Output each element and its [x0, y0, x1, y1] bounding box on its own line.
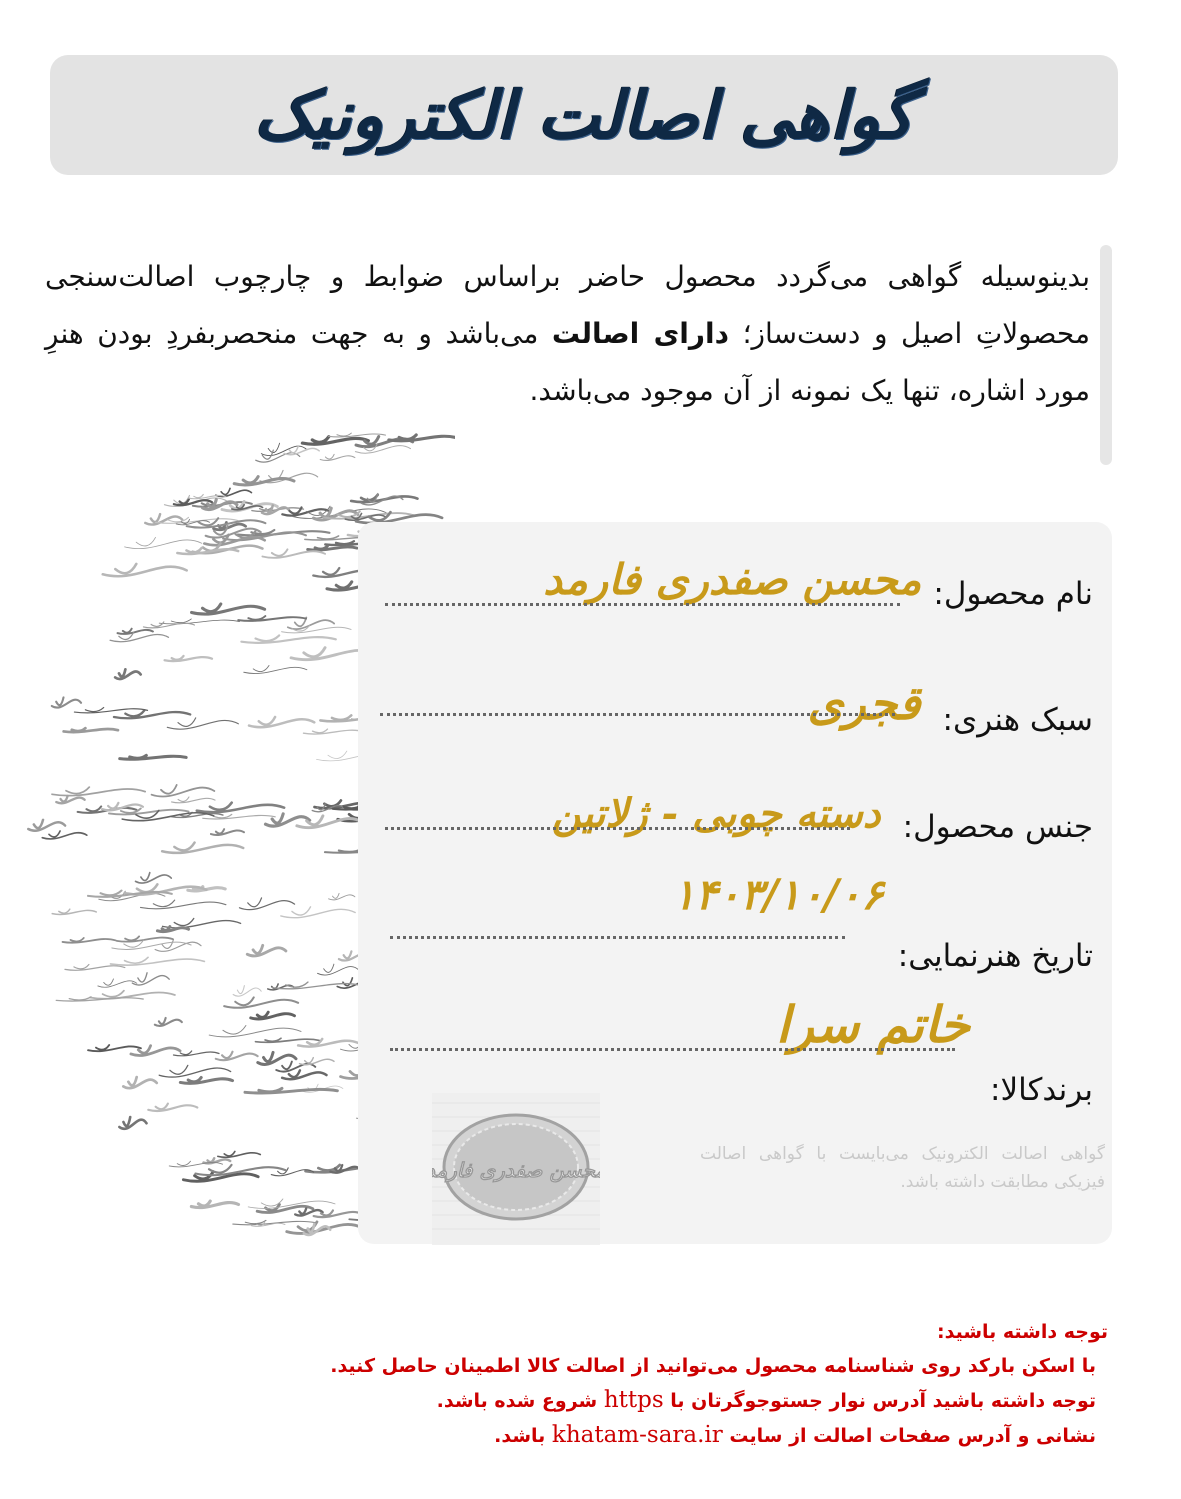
calligraphy-stroke: [262, 549, 325, 558]
brand-label: برندکالا:: [990, 1072, 1093, 1108]
calligraphy-stroke: [52, 909, 96, 914]
calligraphy-stroke: [249, 717, 314, 727]
calligraphy-stroke: [88, 1045, 141, 1051]
art-style-dots: [380, 713, 895, 716]
calligraphy-stroke: [281, 907, 355, 918]
certificate-header: [50, 55, 1118, 175]
calligraphy-stroke: [163, 918, 241, 927]
calligraphy-stroke: [234, 477, 294, 485]
notice-line-2-pre: توجه داشته باشید آدرس نوار جستوجوگرتان با: [663, 1390, 1096, 1412]
field-product-name: [543, 555, 1093, 612]
calligraphy-stroke: [141, 900, 226, 909]
material-dots: [385, 827, 850, 830]
date-value: ۱۴۰۳/۱۰/۰۶: [672, 870, 884, 919]
notice-box: [200, 1315, 1108, 1453]
calligraphy-stroke: [255, 1038, 319, 1042]
calligraphy-stroke: [288, 618, 334, 630]
intro-text-bold: دارای اصالت: [551, 317, 729, 350]
calligraphy-stroke: [98, 979, 137, 987]
calligraphy-stroke: [241, 635, 335, 642]
calligraphy-stroke: [197, 803, 284, 813]
notice-line-2: [200, 1383, 1096, 1418]
calligraphy-stroke: [143, 622, 194, 628]
product-name-dots: [385, 603, 900, 606]
calligraphy-stroke: [159, 619, 239, 624]
calligraphy-stroke: [317, 964, 358, 975]
certificate-title: گواهی اصالت الکترونیک: [254, 76, 914, 154]
field-date: [672, 870, 1093, 974]
calligraphy-stroke: [282, 626, 351, 633]
calligraphy-stroke: [256, 450, 300, 462]
calligraphy-stroke: [329, 893, 355, 899]
calligraphy-stroke: [204, 535, 264, 545]
calligraphy-stroke: [328, 433, 385, 437]
calligraphy-stroke: [52, 697, 81, 707]
calligraphy-stroke: [42, 831, 87, 839]
calligraphy-stroke: [155, 939, 201, 951]
calligraphy-stroke: [218, 1151, 260, 1157]
calligraphy-stroke: [123, 1077, 156, 1088]
notice-line-2-post: شروع شده باشد.: [436, 1390, 604, 1412]
calligraphy-stroke: [159, 1065, 230, 1077]
calligraphy-stroke: [155, 1018, 182, 1026]
calligraphy-stroke: [64, 728, 118, 732]
calligraphy-stroke: [180, 1077, 232, 1083]
notice-title: توجه داشته باشید:: [937, 1321, 1108, 1343]
calligraphy-stroke: [103, 564, 187, 576]
notice-line-3-post: باشد.: [494, 1425, 552, 1447]
product-name-label: نام محصول:: [933, 576, 1093, 612]
calligraphy-stroke: [132, 973, 169, 985]
calligraphy-stroke: [251, 1012, 295, 1019]
notice-line-3-site: khatam-sara.ir: [551, 1422, 723, 1448]
calligraphy-stroke: [74, 708, 147, 713]
calligraphy-stroke: [165, 656, 212, 661]
calligraphy-stroke: [351, 495, 417, 502]
calligraphy-stroke: [152, 785, 215, 797]
stamp-text: محسن صفدری فارمد: [432, 1158, 600, 1182]
calligraphy-stroke: [211, 829, 244, 835]
calligraphy-stroke: [389, 435, 455, 441]
brand-value: خاتم سرا: [775, 995, 971, 1054]
calligraphy-stroke: [209, 1026, 301, 1037]
calligraphy-stroke: [172, 797, 215, 803]
calligraphy-stroke: [238, 616, 306, 621]
calligraphy-stroke: [120, 755, 186, 759]
calligraphy-stroke: [56, 796, 84, 803]
calligraphy-stroke: [258, 1052, 296, 1064]
calligraphy-stroke: [118, 629, 153, 634]
material-label: جنس محصول:: [902, 809, 1093, 845]
calligraphy-stroke: [302, 437, 368, 445]
calligraphy-stroke: [244, 666, 307, 674]
notice-line-3-pre: نشانی و آدرس صفحات اصالت از سایت: [722, 1425, 1096, 1447]
calligraphy-stroke: [119, 1117, 146, 1129]
intro-text-2: می‌باشد و به جهت منحصربفردِ بودن هنرِ مورد اشاره، تنها یک نمونه از آن موجود می‌باشد.: [45, 317, 1090, 407]
notice-line-2-https: https: [603, 1387, 664, 1413]
calligraphy-stroke: [295, 1208, 322, 1215]
calligraphy-stroke: [303, 729, 363, 734]
calligraphy-stroke: [110, 957, 204, 965]
calligraphy-stroke: [216, 1052, 258, 1060]
calligraphy-stroke: [114, 710, 190, 718]
product-name-value: محسن صفدری فارمد: [543, 555, 922, 604]
material-value: دسته چوبی - ژلاتین: [551, 790, 881, 837]
calligraphy-stroke: [62, 938, 115, 943]
field-art-style: [807, 676, 1093, 738]
intro-paragraph: [45, 248, 1090, 419]
intro-text-1: بدینوسیله گواهی می‌گردد محصول حاضر براساس ضوابط و چارچوب اصالت‌سنجی محصولاتِ اصیل و دست‌ساز؛: [45, 260, 1090, 350]
calligraphy-stroke: [115, 669, 140, 679]
calligraphy-stroke: [245, 1088, 337, 1093]
calligraphy-stroke: [28, 820, 65, 831]
calligraphy-stroke: [56, 997, 143, 1001]
calligraphy-stroke: [224, 997, 298, 1007]
calligraphy-stroke: [167, 718, 238, 729]
notice-line-3: [200, 1418, 1096, 1453]
calligraphy-stroke: [192, 604, 265, 614]
calligraphy-stroke: [320, 454, 355, 460]
calligraphy-stroke: [308, 546, 357, 550]
calligraphy-stroke: [52, 787, 145, 796]
calligraphy-stroke: [117, 936, 173, 941]
art-style-value: قجری: [807, 676, 921, 730]
calligraphy-stroke: [136, 873, 172, 883]
brand-dots: [390, 1048, 955, 1051]
faded-note: گواهی اصالت الکترونیک می‌بایست با گواهی اصالت فیزیکی مطابقت داشته باشد.: [700, 1144, 1105, 1192]
art-style-label: سبک هنری:: [942, 702, 1093, 738]
calligraphy-stroke: [240, 898, 295, 910]
calligraphy-stroke: [191, 1201, 238, 1208]
calligraphy-stroke: [148, 1104, 197, 1111]
calligraphy-stroke: [247, 945, 286, 956]
date-dots: [390, 936, 845, 939]
notice-line-1: با اسکن بارکد روی شناسنامه محصول می‌توانید از اصالت کالا اطمینان حاصل کنید.: [330, 1355, 1096, 1377]
calligraphy-stroke: [162, 843, 243, 853]
calligraphy-stroke: [109, 808, 189, 814]
calligraphy-stroke: [125, 537, 202, 548]
field-brand: [775, 995, 1093, 1108]
intro-side-bar: [1100, 245, 1112, 465]
date-label: تاریخ هنرنمایی:: [897, 938, 1093, 974]
calligraphy-stroke: [233, 986, 261, 997]
seal-stamp: [432, 1093, 600, 1245]
